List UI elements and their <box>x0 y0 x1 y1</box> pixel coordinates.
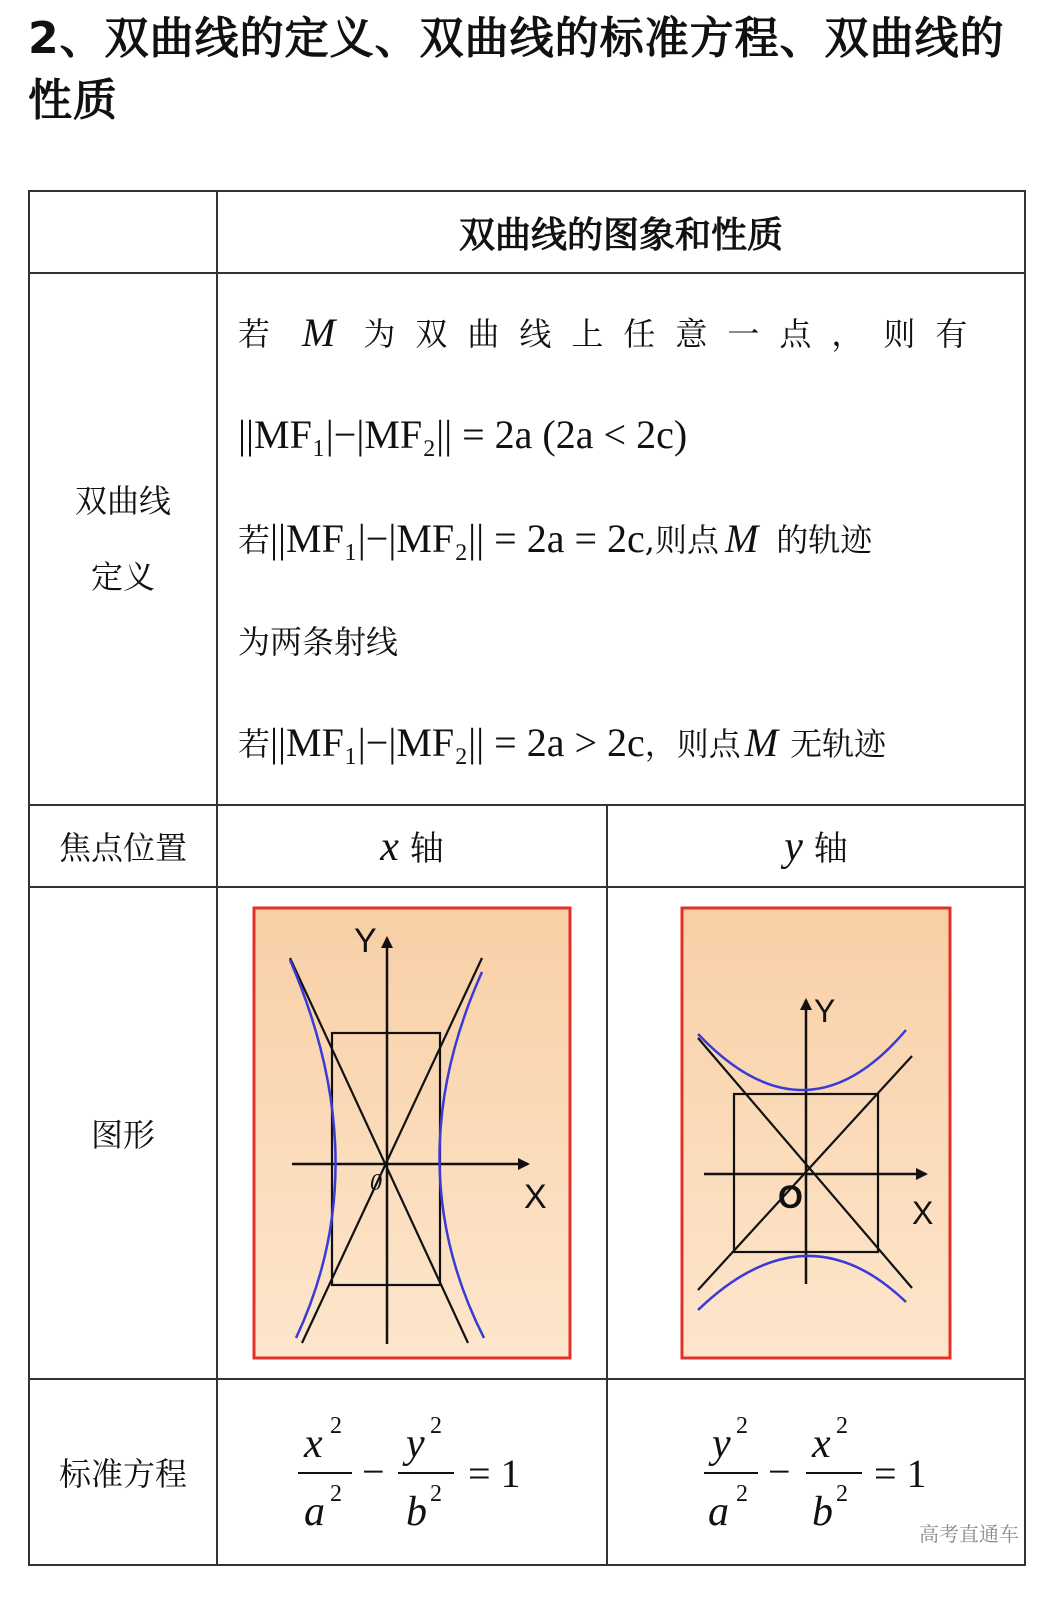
definition-content-cell <box>217 273 1025 805</box>
definition-line5-var: M <box>744 719 779 765</box>
eq2-num2-exp: 2 <box>836 1413 848 1439</box>
definition-label-line2: 定义 <box>90 558 155 596</box>
hyperbola-y-figure <box>608 888 1026 1374</box>
eq2-den1: a <box>708 1489 729 1535</box>
figure2-x-label: X <box>912 1195 934 1231</box>
eq1-num1-exp: 2 <box>330 1413 342 1439</box>
eq2-den2: b <box>812 1489 833 1535</box>
eq1-rhs: = 1 <box>468 1451 521 1496</box>
definition-line-1 <box>238 282 1010 382</box>
definition-equation-3: ||MF₁|−|MF₂|| = 2a > 2c <box>270 719 645 765</box>
eq1-den1: a <box>304 1489 325 1535</box>
table-header-title: 双曲线的图象和性质 <box>217 191 1025 273</box>
definition-line3-var: M <box>724 515 759 561</box>
eq2-minus: − <box>768 1449 791 1494</box>
eq2-num1-exp: 2 <box>736 1413 748 1439</box>
focus-y-text: 轴 <box>813 829 848 869</box>
graph-y-axis-cell <box>607 887 1025 1379</box>
definition-line-2 <box>238 382 1010 486</box>
definition-label-cell <box>29 273 217 805</box>
focus-x-axis-cell <box>217 805 607 887</box>
eq2-rhs: = 1 <box>874 1451 927 1496</box>
eq2-den1-exp: 2 <box>736 1481 748 1507</box>
eq1-den1-exp: 2 <box>330 1481 342 1507</box>
focus-row <box>29 805 1025 887</box>
graph-label: 图形 <box>29 887 217 1379</box>
eq1-den2-exp: 2 <box>430 1481 442 1507</box>
hyperbola-x-figure <box>218 888 608 1374</box>
focus-y-var: y <box>784 824 803 870</box>
definition-line1-var: M <box>302 309 336 355</box>
definition-line5-post: ，则点 <box>644 725 741 763</box>
definition-equation-1: ||MF₁|−|MF₂|| = 2a (2a < 2c) <box>238 411 688 457</box>
definition-line1-post: 为双曲线上任意一点，则有 <box>363 315 988 353</box>
definition-line5-pre: 若 <box>238 725 271 763</box>
figure1-x-label: X <box>524 1178 547 1216</box>
graph-row <box>29 887 1025 1379</box>
figure2-origin-label: O <box>778 1179 803 1215</box>
definition-line1-pre: 若 <box>238 315 291 353</box>
definition-line3-post: ,则点 <box>644 521 719 559</box>
equation-x-cell <box>217 1379 607 1565</box>
eq1-num2-exp: 2 <box>430 1413 442 1439</box>
definition-line3-tail: 的轨迹 <box>776 521 873 559</box>
equation-row <box>29 1379 1025 1565</box>
definition-line5-tail: 无轨迹 <box>790 725 887 763</box>
definition-label-line1: 双曲线 <box>74 482 171 520</box>
eq1-num2: y <box>406 1421 425 1467</box>
figure2-y-label: Y <box>814 993 836 1029</box>
eq2-num1: y <box>712 1421 731 1467</box>
definition-equation-2: ||MF₁|−|MF₂|| = 2a = 2c <box>270 515 645 561</box>
definition-row <box>29 273 1025 805</box>
watermark: 高考直通车 <box>919 1522 1019 1546</box>
figure1-origin-label: 0 <box>370 1170 382 1196</box>
eq1-minus: − <box>362 1449 385 1494</box>
page-heading: 2、双曲线的定义、双曲线的标准方程、双曲线的性质 <box>28 13 1005 126</box>
focus-x-var: x <box>380 824 399 870</box>
definition-line-3 <box>238 486 1010 590</box>
header-empty-cell <box>29 191 217 273</box>
table-header-row <box>29 191 1025 273</box>
focus-x-text: 轴 <box>409 829 444 869</box>
eq1-num1: x <box>304 1421 323 1467</box>
eq2-den2-exp: 2 <box>836 1481 848 1507</box>
eq1-den2: b <box>406 1489 427 1535</box>
definition-line3-pre: 若 <box>238 521 271 559</box>
definition-line-5 <box>238 690 1010 794</box>
hyperbola-properties-table <box>28 190 1026 1566</box>
eq2-num2: x <box>812 1421 831 1467</box>
equation-label: 标准方程 <box>29 1379 217 1565</box>
figure1-frame <box>254 908 570 1358</box>
equation-x-axis <box>218 1381 608 1563</box>
definition-line-4: 为两条射线 <box>238 623 399 661</box>
focus-label: 焦点位置 <box>29 805 217 887</box>
figure1-y-label: Y <box>354 922 377 960</box>
graph-x-axis-cell <box>217 887 607 1379</box>
focus-y-axis-cell <box>607 805 1025 887</box>
